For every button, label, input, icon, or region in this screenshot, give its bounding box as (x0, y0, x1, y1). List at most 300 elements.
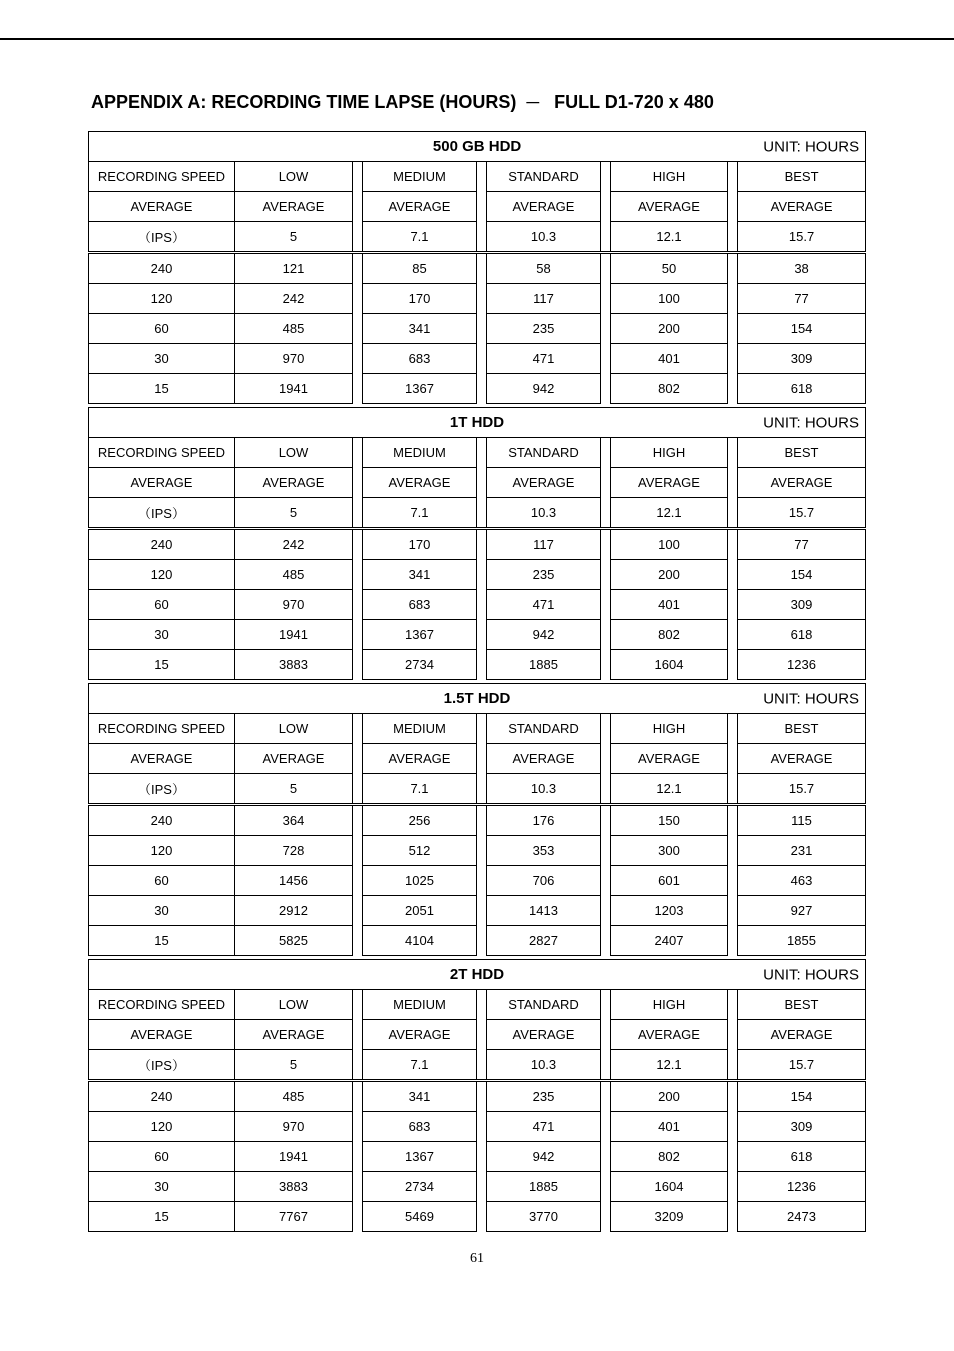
column-gap (728, 284, 738, 314)
table-cell: 618 (738, 1142, 866, 1172)
column-gap (477, 314, 487, 344)
column-gap (353, 438, 363, 468)
table-cell: 240 (89, 805, 235, 836)
unit-label: UNIT: HOURS (763, 966, 860, 983)
table-cell: 1236 (738, 1172, 866, 1202)
table-cell: 256 (363, 805, 477, 836)
table-cell: 15.7 (738, 222, 866, 253)
column-gap (601, 192, 611, 222)
page-number: 61 (470, 1251, 484, 1266)
column-gap (601, 620, 611, 650)
column-gap (477, 896, 487, 926)
column-gap (601, 590, 611, 620)
table-cell: 77 (738, 284, 866, 314)
table-cell: 970 (235, 344, 353, 374)
table-cell: 1885 (487, 650, 601, 680)
hdd-capacity-label: 2T HDD (449, 966, 505, 983)
table-cell: 683 (363, 344, 477, 374)
table-cell: 10.3 (487, 498, 601, 529)
column-gap (728, 222, 738, 253)
table-cell: AVERAGE (487, 744, 601, 774)
table-cell: 60 (89, 590, 235, 620)
column-gap (601, 498, 611, 529)
table-cell: 1413 (487, 896, 601, 926)
column-gap (353, 990, 363, 1020)
table-cell: 309 (738, 1112, 866, 1142)
table-cell: 200 (611, 314, 728, 344)
column-gap (353, 468, 363, 498)
table-cell: STANDARD (487, 162, 601, 192)
table-cell: LOW (235, 162, 353, 192)
table-cell: 115 (738, 805, 866, 836)
table-cell: 7.1 (363, 498, 477, 529)
table-cell: AVERAGE (235, 744, 353, 774)
column-gap (477, 650, 487, 680)
table-cell: 15 (89, 926, 235, 956)
table-row (89, 1081, 866, 1112)
column-gap (728, 620, 738, 650)
table-cell: 463 (738, 866, 866, 896)
column-gap (728, 650, 738, 680)
table-cell: 5 (235, 222, 353, 253)
table-cell: 200 (611, 560, 728, 590)
table-cell: AVERAGE (363, 1020, 477, 1050)
column-gap (601, 560, 611, 590)
table-cell: 309 (738, 344, 866, 374)
table-cell: RECORDING SPEED (89, 714, 235, 744)
column-gap (477, 774, 487, 805)
hdd-table (88, 407, 866, 680)
column-gap (477, 744, 487, 774)
table-cell: 240 (89, 529, 235, 560)
table-cell: 154 (738, 1081, 866, 1112)
table-cell: 7.1 (363, 1050, 477, 1081)
column-gap (477, 438, 487, 468)
column-gap (477, 1202, 487, 1232)
header-row-average (89, 1020, 866, 1050)
column-gap (728, 468, 738, 498)
table-cell: 15.7 (738, 774, 866, 805)
table-cell: LOW (235, 990, 353, 1020)
hdd-table (88, 131, 866, 404)
table-cell: AVERAGE (235, 468, 353, 498)
hdd-section (88, 131, 865, 404)
column-gap (728, 1020, 738, 1050)
table-cell: 1236 (738, 650, 866, 680)
column-gap (601, 1202, 611, 1232)
table-row (89, 344, 866, 374)
table-row (89, 1142, 866, 1172)
hdd-capacity-label: 500 GB HDD (432, 138, 522, 155)
column-gap (728, 990, 738, 1020)
header-row-average (89, 468, 866, 498)
table-cell: 77 (738, 529, 866, 560)
column-gap (353, 222, 363, 253)
table-cell: 5 (235, 1050, 353, 1081)
table-cell: 2734 (363, 650, 477, 680)
column-gap (601, 896, 611, 926)
table-cell: 30 (89, 1172, 235, 1202)
table-cell: 5825 (235, 926, 353, 956)
column-gap (477, 344, 487, 374)
column-gap (477, 468, 487, 498)
table-cell: 240 (89, 253, 235, 284)
table-cell: 485 (235, 314, 353, 344)
table-cell: （IPS） (89, 774, 235, 805)
table-cell: 7.1 (363, 222, 477, 253)
table-row (89, 1112, 866, 1142)
column-gap (601, 374, 611, 404)
table-cell: 3883 (235, 1172, 353, 1202)
table-cell: AVERAGE (738, 468, 866, 498)
column-gap (353, 162, 363, 192)
table-cell: 1941 (235, 374, 353, 404)
table-cell: AVERAGE (363, 468, 477, 498)
table-cell: 200 (611, 1081, 728, 1112)
table-cell: 150 (611, 805, 728, 836)
table-cell: 170 (363, 529, 477, 560)
column-gap (477, 1142, 487, 1172)
table-row (89, 926, 866, 956)
table-cell: 485 (235, 560, 353, 590)
table-cell: AVERAGE (487, 1020, 601, 1050)
column-gap (477, 222, 487, 253)
header-row-speed (89, 438, 866, 468)
table-cell: 15 (89, 650, 235, 680)
column-gap (353, 1202, 363, 1232)
column-gap (601, 866, 611, 896)
table-cell: 38 (738, 253, 866, 284)
table-cell: 242 (235, 284, 353, 314)
table-row (89, 836, 866, 866)
table-cell: 942 (487, 620, 601, 650)
column-gap (728, 896, 738, 926)
table-cell: RECORDING SPEED (89, 162, 235, 192)
column-gap (477, 990, 487, 1020)
table-cell: BEST (738, 162, 866, 192)
table-cell: 3770 (487, 1202, 601, 1232)
table-cell: 401 (611, 590, 728, 620)
table-cell: 942 (487, 374, 601, 404)
column-gap (353, 1142, 363, 1172)
table-cell: 235 (487, 1081, 601, 1112)
unit-label: UNIT: HOURS (763, 414, 860, 431)
table-cell: AVERAGE (363, 744, 477, 774)
header-row-speed (89, 162, 866, 192)
column-gap (728, 1050, 738, 1081)
table-cell: MEDIUM (363, 990, 477, 1020)
table-cell: 300 (611, 836, 728, 866)
header-row-speed (89, 714, 866, 744)
column-gap (353, 896, 363, 926)
table-cell: MEDIUM (363, 162, 477, 192)
table-cell: 12.1 (611, 498, 728, 529)
header-row-ips (89, 774, 866, 805)
table-cell: 242 (235, 529, 353, 560)
table-cell: 154 (738, 314, 866, 344)
table-cell: 728 (235, 836, 353, 866)
table-cell: 1604 (611, 650, 728, 680)
table-cell: 927 (738, 896, 866, 926)
table-cell: STANDARD (487, 714, 601, 744)
table-cell: 942 (487, 1142, 601, 1172)
hdd-section-header (89, 684, 866, 714)
column-gap (353, 1081, 363, 1112)
table-cell: 30 (89, 344, 235, 374)
table-cell: AVERAGE (611, 744, 728, 774)
table-cell: HIGH (611, 990, 728, 1020)
column-gap (353, 560, 363, 590)
table-cell: 10.3 (487, 222, 601, 253)
table-cell: AVERAGE (235, 1020, 353, 1050)
column-gap (353, 529, 363, 560)
table-cell: 12.1 (611, 774, 728, 805)
table-cell: 706 (487, 866, 601, 896)
column-gap (728, 560, 738, 590)
column-gap (601, 529, 611, 560)
column-gap (353, 374, 363, 404)
table-cell: AVERAGE (611, 192, 728, 222)
column-gap (601, 714, 611, 744)
table-cell: 618 (738, 620, 866, 650)
table-cell: BEST (738, 714, 866, 744)
column-gap (601, 1020, 611, 1050)
table-cell: 364 (235, 805, 353, 836)
column-gap (353, 498, 363, 529)
table-cell: 1025 (363, 866, 477, 896)
column-gap (728, 344, 738, 374)
column-gap (477, 836, 487, 866)
table-cell: 2407 (611, 926, 728, 956)
table-cell: 2827 (487, 926, 601, 956)
column-gap (601, 1050, 611, 1081)
column-gap (728, 192, 738, 222)
column-gap (728, 744, 738, 774)
table-cell: BEST (738, 438, 866, 468)
table-cell: AVERAGE (738, 744, 866, 774)
table-cell: 1855 (738, 926, 866, 956)
table-cell: 60 (89, 866, 235, 896)
table-cell: 601 (611, 866, 728, 896)
table-cell: 3883 (235, 650, 353, 680)
column-gap (601, 314, 611, 344)
column-gap (477, 162, 487, 192)
column-gap (477, 560, 487, 590)
table-cell: 117 (487, 284, 601, 314)
table-cell: 120 (89, 284, 235, 314)
table-cell: 683 (363, 590, 477, 620)
column-gap (601, 162, 611, 192)
unit-label: UNIT: HOURS (763, 138, 860, 155)
column-gap (353, 1020, 363, 1050)
column-gap (353, 253, 363, 284)
table-cell: 309 (738, 590, 866, 620)
column-gap (728, 866, 738, 896)
header-row-speed (89, 990, 866, 1020)
column-gap (728, 836, 738, 866)
table-row (89, 374, 866, 404)
table-cell: AVERAGE (89, 192, 235, 222)
table-cell: 4104 (363, 926, 477, 956)
table-cell: 2734 (363, 1172, 477, 1202)
table-cell: （IPS） (89, 222, 235, 253)
table-cell: LOW (235, 438, 353, 468)
column-gap (728, 1112, 738, 1142)
table-cell: 5 (235, 498, 353, 529)
column-gap (353, 744, 363, 774)
table-cell: 176 (487, 805, 601, 836)
table-cell: 683 (363, 1112, 477, 1142)
column-gap (601, 744, 611, 774)
table-cell: 1941 (235, 620, 353, 650)
column-gap (601, 805, 611, 836)
column-gap (477, 284, 487, 314)
column-gap (728, 529, 738, 560)
column-gap (353, 836, 363, 866)
table-cell: AVERAGE (611, 468, 728, 498)
table-cell: STANDARD (487, 990, 601, 1020)
table-cell: MEDIUM (363, 714, 477, 744)
column-gap (477, 498, 487, 529)
column-gap (601, 1112, 611, 1142)
table-cell: 15 (89, 1202, 235, 1232)
table-cell: 85 (363, 253, 477, 284)
table-cell: STANDARD (487, 438, 601, 468)
column-gap (728, 253, 738, 284)
table-cell: 58 (487, 253, 601, 284)
table-cell: 7.1 (363, 774, 477, 805)
table-cell: 154 (738, 560, 866, 590)
table-cell: 100 (611, 529, 728, 560)
column-gap (477, 1172, 487, 1202)
table-cell: 15 (89, 374, 235, 404)
column-gap (601, 926, 611, 956)
column-gap (477, 1081, 487, 1112)
table-cell: 60 (89, 314, 235, 344)
table-cell: 2912 (235, 896, 353, 926)
column-gap (728, 314, 738, 344)
table-cell: 15.7 (738, 498, 866, 529)
hdd-capacity-label: 1.5T HDD (443, 690, 511, 707)
table-cell: 231 (738, 836, 866, 866)
column-gap (728, 1142, 738, 1172)
table-cell: 512 (363, 836, 477, 866)
column-gap (477, 192, 487, 222)
table-cell: 341 (363, 314, 477, 344)
table-cell: 1367 (363, 374, 477, 404)
hdd-section (88, 959, 865, 1232)
table-cell: 5469 (363, 1202, 477, 1232)
hdd-section-header (89, 960, 866, 990)
table-cell: （IPS） (89, 1050, 235, 1081)
table-cell: 10.3 (487, 774, 601, 805)
column-gap (353, 866, 363, 896)
table-cell: 235 (487, 314, 601, 344)
column-gap (477, 253, 487, 284)
table-cell: 341 (363, 1081, 477, 1112)
table-cell: AVERAGE (89, 468, 235, 498)
table-cell: 120 (89, 560, 235, 590)
column-gap (353, 774, 363, 805)
column-gap (477, 866, 487, 896)
table-cell: 618 (738, 374, 866, 404)
table-cell: HIGH (611, 714, 728, 744)
table-cell: MEDIUM (363, 438, 477, 468)
column-gap (353, 805, 363, 836)
table-cell: 401 (611, 344, 728, 374)
table-row (89, 1202, 866, 1232)
table-cell: 970 (235, 590, 353, 620)
table-cell: 240 (89, 1081, 235, 1112)
column-gap (477, 926, 487, 956)
column-gap (353, 1050, 363, 1081)
column-gap (601, 253, 611, 284)
table-cell: 353 (487, 836, 601, 866)
column-gap (728, 374, 738, 404)
column-gap (477, 805, 487, 836)
table-row (89, 896, 866, 926)
column-gap (353, 1172, 363, 1202)
column-gap (477, 529, 487, 560)
table-cell: 60 (89, 1142, 235, 1172)
table-cell: 1885 (487, 1172, 601, 1202)
page-title: APPENDIX A: RECORDING TIME LAPSE (HOURS) ─ FULL D1-720 x 480 (91, 92, 714, 112)
column-gap (601, 1172, 611, 1202)
table-cell: 2051 (363, 896, 477, 926)
column-gap (601, 774, 611, 805)
table-cell: 30 (89, 896, 235, 926)
hdd-section (88, 683, 865, 956)
table-cell: AVERAGE (89, 744, 235, 774)
column-gap (601, 990, 611, 1020)
table-cell: 3209 (611, 1202, 728, 1232)
header-row-average (89, 744, 866, 774)
column-gap (601, 438, 611, 468)
table-cell: AVERAGE (487, 468, 601, 498)
table-row (89, 314, 866, 344)
table-cell: 235 (487, 560, 601, 590)
table-cell: 1367 (363, 620, 477, 650)
header-row-average (89, 192, 866, 222)
table-cell: 5 (235, 774, 353, 805)
column-gap (477, 1050, 487, 1081)
hdd-section-header (89, 408, 866, 438)
hdd-capacity-label: 1T HDD (449, 414, 505, 431)
table-cell: 30 (89, 620, 235, 650)
table-cell: （IPS） (89, 498, 235, 529)
column-gap (353, 1112, 363, 1142)
table-cell: RECORDING SPEED (89, 990, 235, 1020)
header-row-ips (89, 222, 866, 253)
table-cell: 120 (89, 836, 235, 866)
column-gap (601, 650, 611, 680)
table-cell: 341 (363, 560, 477, 590)
column-gap (353, 590, 363, 620)
table-cell: 50 (611, 253, 728, 284)
column-gap (477, 1112, 487, 1142)
column-gap (477, 1020, 487, 1050)
header-row-ips (89, 1050, 866, 1081)
table-cell: 471 (487, 1112, 601, 1142)
hdd-table (88, 683, 866, 956)
table-cell: 121 (235, 253, 353, 284)
table-cell: 970 (235, 1112, 353, 1142)
column-gap (728, 926, 738, 956)
column-gap (601, 1142, 611, 1172)
column-gap (353, 714, 363, 744)
header-row-ips (89, 498, 866, 529)
column-gap (728, 590, 738, 620)
